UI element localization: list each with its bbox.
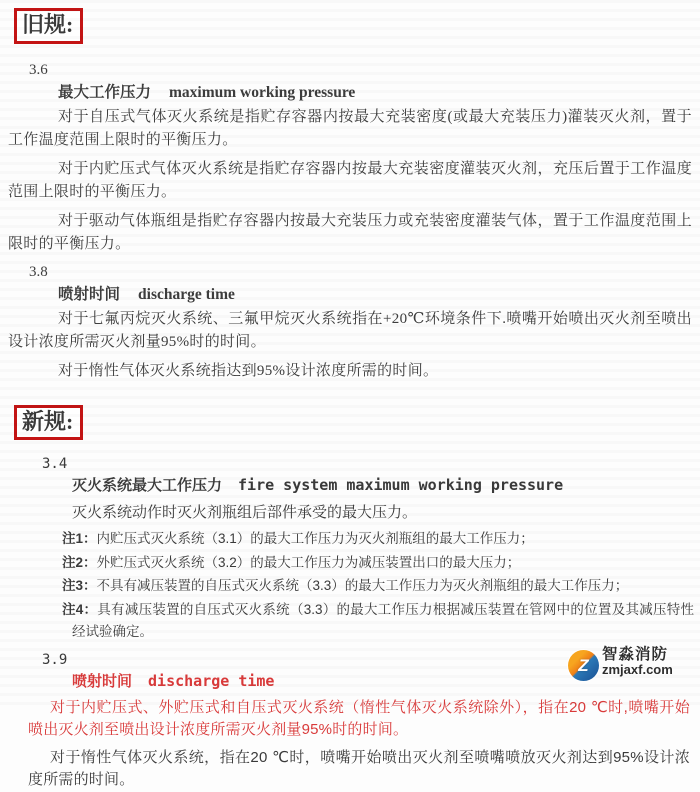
clause-paragraph: 对于驱动气体瓶组是指贮存容器内按最大充装压力或充装密度灌装气体，置于工作温度范围上限时的平衡压力。	[8, 212, 692, 252]
note-item	[62, 528, 694, 551]
clause-number: 3.6	[29, 61, 48, 78]
clause-definition: 灭火系统动作时灭火剂瓶组后部件承受的最大压力。	[72, 504, 418, 521]
clause-paragraph: 对于七氟丙烷灭火系统、三氟甲烷灭火系统指在+20℃环境条件下.喷嘴开始喷出灭火剂至喷出设计浓度所需灭火剂量95%时的时间。	[8, 310, 692, 350]
clause-paragraph: 对于内贮压式气体灭火系统是指贮存容器内按最大充装密度灌装灭火剂，充压后置于工作温度范围上限时的平衡压力。	[8, 160, 692, 200]
note-item	[62, 599, 694, 644]
revised-paragraph: 对于内贮压式、外贮压式和自压式灭火系统（惰性气体灭火系统除外），指在20 ℃时,喷嘴开始喷出灭火剂至喷出设计浓度所需灭火剂量95%时的时间。	[28, 698, 690, 738]
old-rules-label: 旧规:	[22, 12, 74, 37]
old-rules-section	[0, 62, 700, 383]
note-text: 外贮压式灭火系统（3.2）的最大工作压力为减压装置出口的最大压力；	[96, 554, 521, 570]
clause-heading	[58, 80, 700, 102]
note-item	[62, 552, 694, 575]
clause-heading	[58, 282, 700, 304]
clause-number: 3.4	[42, 456, 68, 472]
brand-url: zmjaxf.com	[602, 662, 673, 678]
note-label: 注2：	[62, 554, 97, 570]
note-text: 不具有减压装置的自压式灭火系统（3.3）的最大工作压力为灭火剂瓶组的最大工作压力；	[96, 578, 629, 593]
clause-heading-en: discharge time	[138, 285, 235, 303]
clause-heading	[72, 474, 700, 495]
note-text: 具有减压装置的自压式灭火系统（3.3）的最大工作压力根据减压装置在管网中的位置及其减压特性经试验确定。	[72, 601, 694, 639]
new-rules-label-box	[14, 405, 83, 441]
clause-number: 3.8	[29, 263, 48, 280]
brand-name: 智淼消防	[602, 646, 669, 663]
note-label: 注4：	[62, 601, 98, 617]
clause-heading-en: fire system maximum working pressure	[238, 476, 564, 494]
note-label: 注3：	[62, 578, 97, 593]
brand-logo-icon	[568, 650, 599, 681]
new-rules-label: 新规:	[22, 408, 74, 434]
clause-heading-zh: 喷射时间	[58, 285, 121, 303]
new-rules-section	[0, 456, 700, 792]
clause-heading-zh: 灭火系统最大工作压力	[72, 477, 223, 494]
note-item	[62, 575, 694, 598]
clause-paragraph: 对于惰性气体灭火系统，指在20 ℃时，喷嘴开始喷出灭火剂至喷嘴喷放灭火剂达到95%设计浓度所需的时间。	[28, 748, 690, 788]
clause-heading-zh: 最大工作压力	[58, 83, 152, 101]
clause-heading-zh: 喷射时间	[72, 672, 133, 690]
note-text: 内贮压式灭火系统（3.1）的最大工作压力为灭火剂瓶组的最大工作压力；	[96, 531, 534, 546]
note-label: 注1：	[62, 531, 97, 546]
clause-heading-en: discharge time	[148, 671, 275, 690]
clause-heading-en: maximum working pressure	[169, 83, 356, 101]
watermark-text	[602, 647, 673, 677]
clause-number: 3.9	[42, 651, 68, 668]
old-rules-label-box	[14, 8, 83, 44]
clause-paragraph: 对于惰性气体灭火系统指达到95%设计浓度所需的时间。	[58, 362, 439, 379]
clause-paragraph: 对于自压式气体灭火系统是指贮存容器内按最大充装密度(或最大充装压力)灌装灭火剂，置于工作温度范围上限时的平衡压力。	[8, 108, 692, 148]
watermark	[568, 647, 673, 681]
